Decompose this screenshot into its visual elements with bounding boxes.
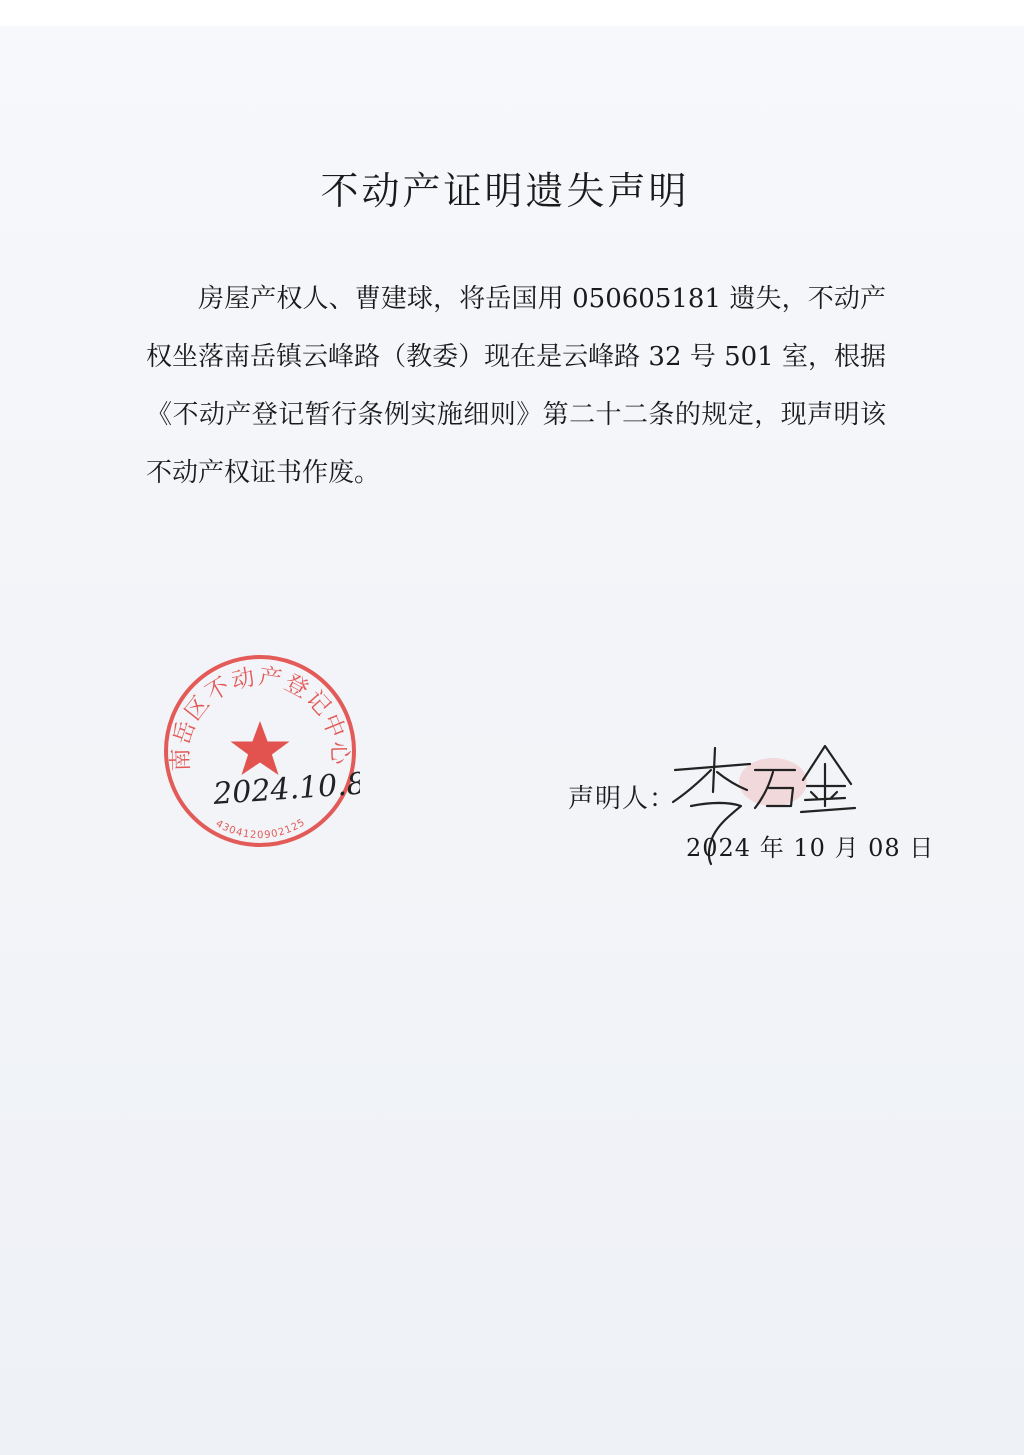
seal-smudge [739, 758, 807, 806]
official-seal [160, 651, 360, 851]
seal-text-path: 南岳区不动产登记中心 [167, 663, 353, 772]
declaration-paragraph: 房屋产权人、曹建球，将岳国用 050605181 遗失，不动产权坐落南岳镇云峰路（教委）现在是云峰路 32 号 501 室，根据《不动产登记暂行条例实施细则》第二十二条的规定，现声明该不动产权证书作废。 [146, 284, 886, 488]
declaration-date: 2024 年 10 月 08 日 [686, 834, 935, 862]
seal-star-icon [231, 721, 290, 775]
scan-top-edge [0, 0, 1024, 26]
seal-graphic [160, 651, 360, 851]
handwritten-date [210, 768, 360, 818]
declarant-label: 声明人： [568, 784, 677, 814]
document-title: 不动产证明遗失声明 [320, 169, 690, 213]
handwritten-date-text: 2024.10.8. [212, 768, 360, 812]
handwritten-date-graphic [210, 768, 360, 818]
seal-code-path: 4304120902125 [213, 816, 308, 842]
declaration-body [146, 270, 886, 502]
